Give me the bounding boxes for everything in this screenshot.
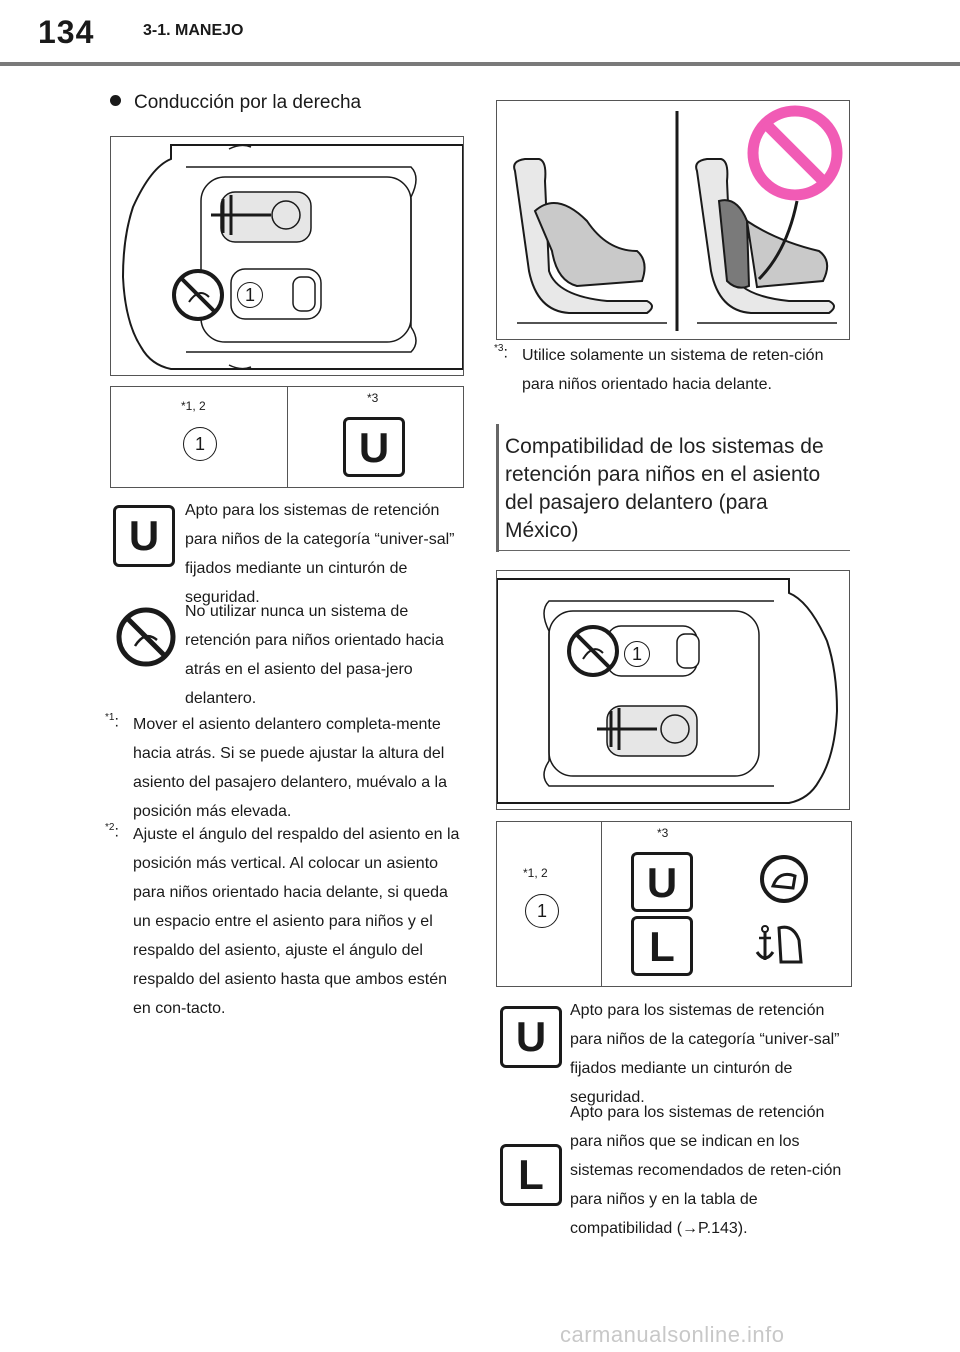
top-tether-anchor-icon xyxy=(753,918,809,970)
car-diagram-rhd xyxy=(110,136,464,376)
legend-no-text: No utilizar nunca un sistema de retención para niños orientado hacia atrás en el asiento del pasa-jero delantero. xyxy=(185,603,444,707)
col-label-note-3: *3 xyxy=(657,826,669,840)
note-1-mark: $^{*1}$: xyxy=(105,712,119,731)
seat-number-badge: 1 xyxy=(525,894,559,928)
bullet-heading-text: Conducción por la derecha xyxy=(134,92,362,113)
isofix-seat-icon xyxy=(759,854,809,904)
note-2-text: Ajuste el ángulo del respaldo del asiento en la posición más vertical. Al colocar un asiento para niños orientado hacia delante, si queda un espacio entre el asiento para niños y el respaldo del asiento, ajuste el ángulo del respaldo del asiento hasta que ambos estén en con-tacto. xyxy=(133,826,460,1017)
section-title: Compatibilidad de los sistemas de retención para niños en el asiento del pasajero delantero (para México) xyxy=(505,435,824,542)
legend-u-text: Apto para los sistemas de retención para niños de la categoría “univer-sal” fijados mediante un cinturón de seguridad. xyxy=(185,502,455,606)
compat-table-right xyxy=(496,821,852,987)
legend-l-text: Apto para los sistemas de retención para niños que se indican en los sistemas recomendados de reten-ción para niños y en la tabla de compatibilidad (→P.143). xyxy=(570,1104,842,1237)
u-category-icon: U xyxy=(500,1006,562,1068)
chapter-title: 3-1. MANEJO xyxy=(143,22,244,39)
header-rule xyxy=(0,62,960,66)
section-bar xyxy=(496,424,499,552)
seat-number-badge: 1 xyxy=(237,282,263,308)
table-divider xyxy=(287,387,288,487)
seat-orientation-illustration xyxy=(497,101,849,339)
page-number: 134 xyxy=(38,14,95,50)
bullet-heading xyxy=(110,92,361,114)
u-category-icon: U xyxy=(343,417,405,477)
col-label-notes-1-2: *1, 2 xyxy=(181,399,206,413)
l-category-icon: L xyxy=(500,1144,562,1206)
u-category-icon: U xyxy=(113,505,175,567)
note-3-mark: $^{*3}$: xyxy=(494,343,508,362)
section-rule xyxy=(496,550,850,551)
bullet-icon xyxy=(110,95,121,106)
note-2-mark: $^{*2}$: xyxy=(105,822,119,841)
table-divider xyxy=(601,822,602,986)
col-label-note-3: *3 xyxy=(367,391,379,405)
note-3-text: Utilice solamente un sistema de reten-ción para niños orientado hacia delante. xyxy=(522,347,824,393)
car-top-view-illustration xyxy=(497,571,849,809)
seat-number-badge: 1 xyxy=(624,641,650,667)
seat-number-badge: 1 xyxy=(183,427,217,461)
watermark: carmanualsonline.info xyxy=(560,1322,785,1347)
legend-u-text: Apto para los sistemas de retención para niños de la categoría “univer-sal” fijados mediante un cinturón de seguridad. xyxy=(570,1002,840,1106)
l-category-icon: L xyxy=(631,916,693,976)
seat-orientation-diagram xyxy=(496,100,850,340)
car-top-view-illustration xyxy=(111,137,463,375)
note-1-text: Mover el asiento delantero completa-mente hacia atrás. Si se puede ajustar la altura del asiento del pasajero delantero, muévalo a la posición más elevada. xyxy=(133,716,447,820)
col-label-notes-1-2: *1, 2 xyxy=(523,866,548,880)
compat-table-left xyxy=(110,386,464,488)
no-rear-facing-icon xyxy=(115,606,177,668)
u-category-icon: U xyxy=(631,852,693,912)
car-diagram-mexico xyxy=(496,570,850,810)
